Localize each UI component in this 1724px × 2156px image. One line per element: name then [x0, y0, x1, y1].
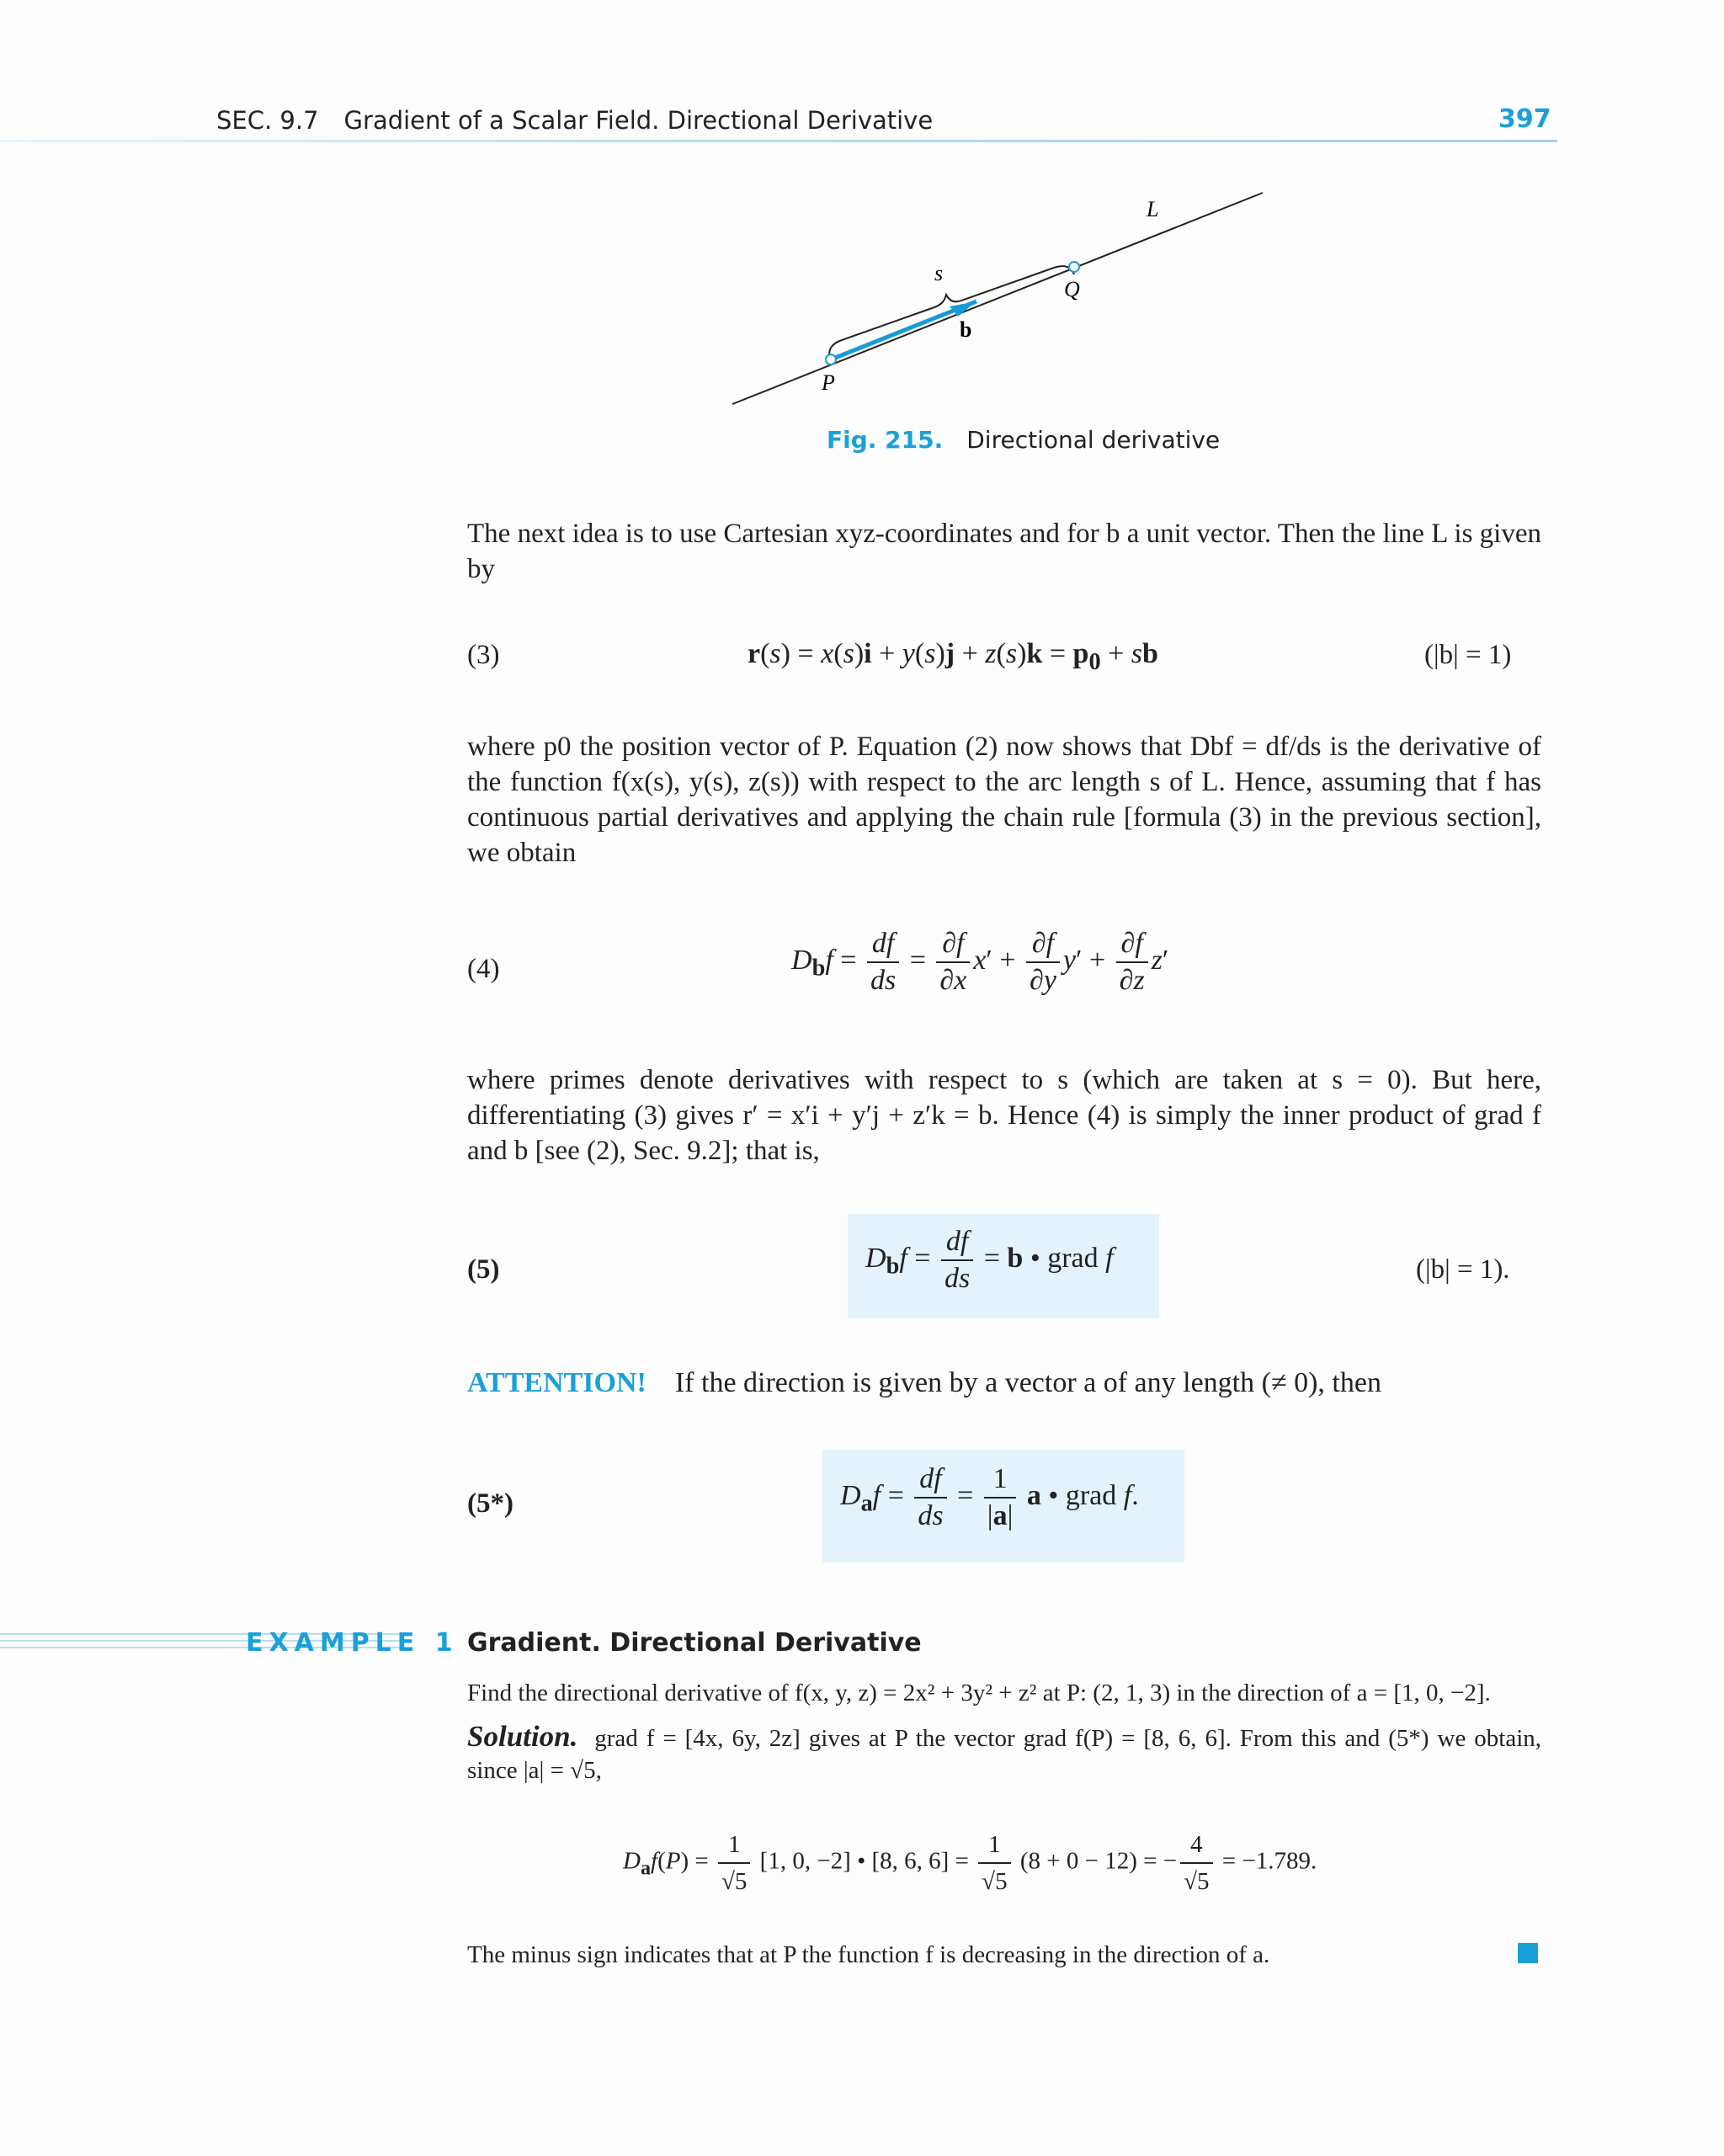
paragraph-1: The next idea is to use Cartesian xyz-coordinates and for b a unit vector. Then the line L is given by — [467, 519, 1541, 584]
attention-label: ATTENTION! — [467, 1367, 646, 1398]
equation-5: $D_bf$ = $\frac{df}{ds}$ = b • grad f — [865, 1226, 1114, 1294]
example-solution — [467, 1721, 1541, 1786]
page-number: 397 — [1498, 104, 1551, 134]
line-L — [732, 193, 1263, 404]
solution-label: Solution. — [467, 1720, 578, 1753]
section-title: Gradient of a Scalar Field. Directional Derivative — [343, 106, 934, 135]
attention-text: If the direction is given by a vector a of any length (≠ 0), then — [674, 1367, 1381, 1398]
label-Q: Q — [1064, 277, 1080, 301]
label-s: s — [934, 261, 944, 285]
figure-number: Fig. 215. — [827, 426, 944, 454]
paragraph-2: where p0 the position vector of P. Equation (2) now shows that Dbf = df/ds is the derivative of the function f(x(s), y(s), z(s)) with respect to the arc length s of L. Hence, assuming that f has continuous partial derivatives and applying the chain rule [formula (3) in the previous section], we obtain — [467, 732, 1541, 868]
eq3-number: (3) — [467, 640, 500, 670]
figure-caption-text: Directional derivative — [966, 426, 1221, 454]
eq5-condition: (|b| = 1). — [1416, 1254, 1510, 1285]
label-L: L — [1147, 197, 1159, 221]
point-P — [826, 354, 836, 365]
eq4-number: (4) — [467, 954, 500, 984]
example-problem: Find the directional derivative of f(x, y, z) = 2x² + 3y² + z² at P: (2, 1, 3) in the direction of a = [1, 0, −2]. — [467, 1680, 1491, 1706]
section-number: SEC. 9.7 — [216, 106, 319, 135]
end-of-example-square — [1518, 1943, 1538, 1963]
eq5star-number: (5*) — [467, 1488, 513, 1519]
equation-example: $D_af(P)$ = $\frac{1}{√5}$ [1, 0, −2] • [8, 6, 6] = $\frac{1}{√5}$ (8 + 0 − 12) = − $\frac{4}{√5}$ = −1.789. — [623, 1827, 1317, 1899]
example-title: Gradient. Directional Derivative — [467, 1628, 922, 1658]
equation-4: $D_bf$ = $\frac{df}{ds}$ = $\frac{\partial f}{\partial x}$ x′ + $\frac{\partial f}{\partial y}$ y′ + $\frac{\partial f}{\partial z}$ z′ — [791, 928, 1169, 996]
running-header — [216, 106, 933, 135]
equation-3: $r(s) = x(s)i + y(s)j + z(s)k = p_0$ + sb — [748, 638, 1158, 675]
label-P: P — [822, 370, 835, 395]
solution-text: grad f = [4x, 6y, 2z] gives at P the vector grad f(P) = [8, 6, 6]. From this and (5*) we obtain, since |a| = √5, — [467, 1725, 1542, 1784]
equation-5star: $D_af$ = $\frac{df}{ds}$ = $\frac{1}{|a|}$ a • grad f. — [840, 1463, 1139, 1531]
eq3-condition: (|b| = 1) — [1424, 640, 1512, 670]
point-Q — [1069, 262, 1079, 272]
figure-caption — [827, 426, 1220, 454]
eq5-number: (5) — [467, 1254, 500, 1285]
header-rule — [0, 140, 1557, 142]
attention-line — [467, 1367, 1381, 1399]
label-b: b — [960, 317, 972, 342]
example-label: EXAMPLE 1 — [246, 1628, 459, 1658]
paragraph-3: where primes denote derivatives with respect to s (which are taken at s = 0). But here, differentiating (3) gives r′ = x′i + y′j + z′k = b. Hence (4) is simply the inner product of grad f and b [see (2), Sec. 9.2]; that is, — [467, 1065, 1541, 1166]
figure-directional-derivative — [724, 185, 1280, 413]
example-conclusion: The minus sign indicates that at P the function f is decreasing in the direction of a. — [467, 1941, 1270, 1968]
example-result: −1.789. — [1242, 1847, 1317, 1875]
